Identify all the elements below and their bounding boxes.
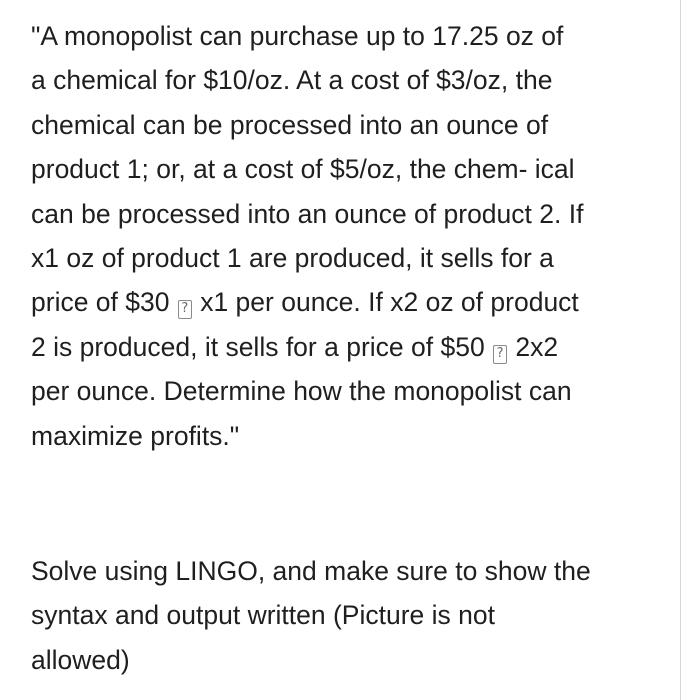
problem-line-3: chemical can be processed into an ounce of xyxy=(31,109,549,140)
problem-line-10: maximize profits." xyxy=(31,420,240,451)
problem-line-7-end: x1 per ounce. If x2 oz of product xyxy=(192,287,579,318)
problem-line-4: product 1; or, at a cost of $5/oz, the chem- ical xyxy=(31,154,575,185)
problem-statement xyxy=(31,14,651,458)
solution-instructions xyxy=(31,549,651,682)
problem-line-5: can be processed into an ounce of product 2. If xyxy=(31,198,584,229)
problem-line-8-end: 2x2 xyxy=(508,331,559,362)
missing-glyph-icon: ? xyxy=(493,345,507,364)
problem-line-8 xyxy=(31,325,651,369)
instructions-line-3: allowed) xyxy=(31,644,130,675)
problem-line-2: a chemical for $10/oz. At a cost of $3/oz, the xyxy=(31,65,553,96)
problem-line-7-start: price of $30 xyxy=(31,287,177,318)
problem-line-6: x1 oz of product 1 are produced, it sells for a xyxy=(31,242,554,273)
instructions-line-1: Solve using LINGO, and make sure to show the xyxy=(31,556,591,586)
instructions-line-2: syntax and output written (Picture is not xyxy=(31,600,495,631)
problem-line-7 xyxy=(31,280,651,324)
problem-line-8-start: 2 is produced, it sells for a price of $50 xyxy=(31,331,493,362)
missing-glyph-icon: ? xyxy=(178,300,192,319)
problem-line-9: per ounce. Determine how the monopolist can xyxy=(31,376,572,407)
problem-line-1: "A monopolist can purchase up to 17.25 oz of xyxy=(31,21,564,51)
